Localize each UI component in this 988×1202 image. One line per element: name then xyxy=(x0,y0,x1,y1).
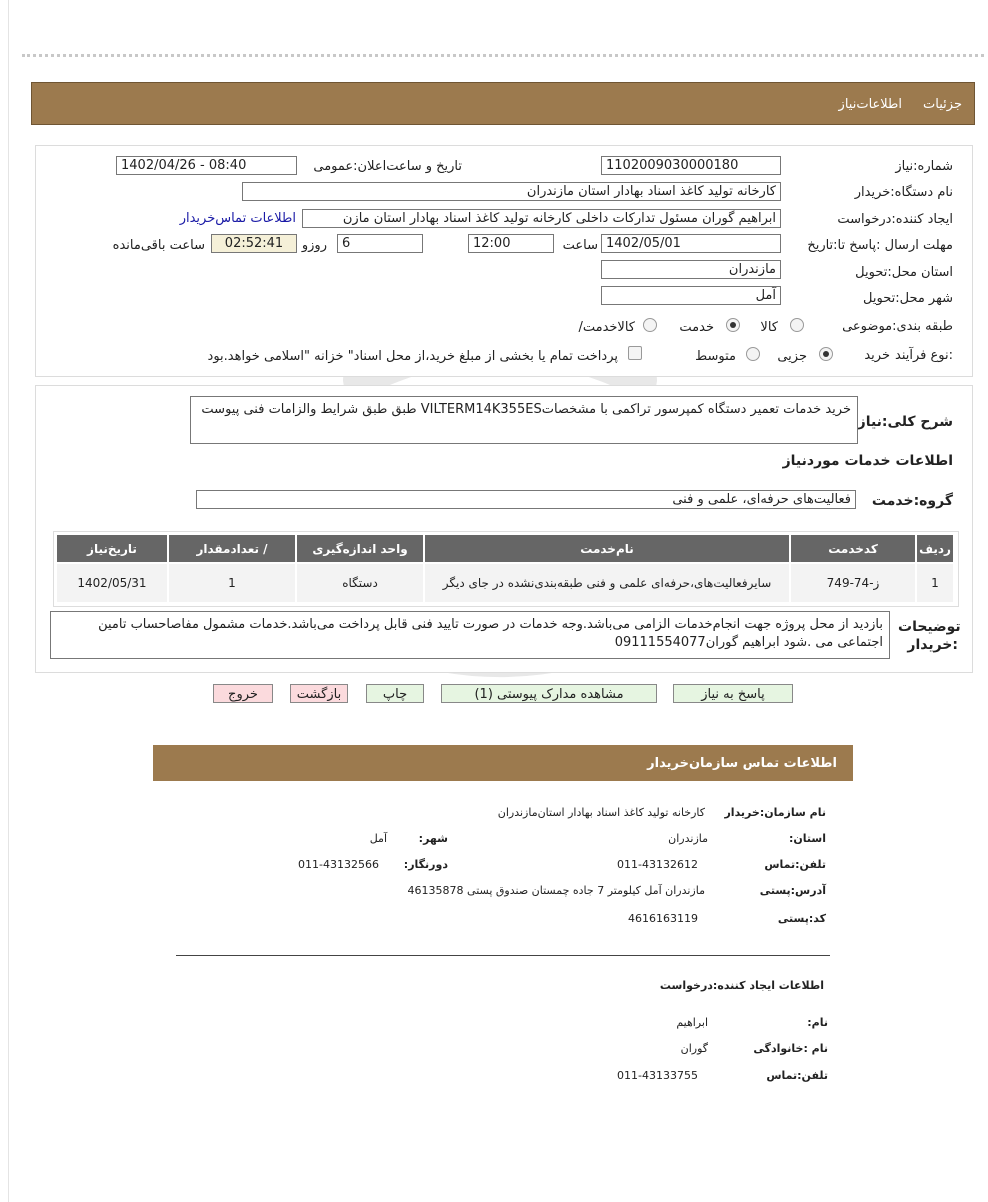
exit-button[interactable]: خروج xyxy=(213,684,273,703)
contact-province-value: مازندران xyxy=(668,832,708,845)
remaining-time-field: 02:52:41 xyxy=(211,234,297,253)
days-field: 6 xyxy=(337,234,423,253)
creator-name-value: ابراهیم xyxy=(676,1016,708,1029)
days-label: روزو xyxy=(301,238,327,253)
province-label: استان محل:تحویل xyxy=(855,265,953,280)
cell-code: ز-74-749 xyxy=(790,563,916,603)
contact-fax-value: 011-43132566 xyxy=(298,858,379,871)
col-unit: واحد اندازه‌گیری xyxy=(296,534,424,563)
creator-phone-value: 011-43133755 xyxy=(617,1069,698,1082)
col-row: ردیف xyxy=(916,534,954,563)
services-table xyxy=(55,533,955,604)
deadline-label: مهلت ارسال :پاسخ تا:تاریخ xyxy=(807,238,953,253)
contact-divider xyxy=(176,955,830,956)
creator-family-value: گوران xyxy=(680,1042,708,1055)
buyer-field: کارخانه تولید کاغذ اسناد بهادار استان مازندران xyxy=(242,182,781,201)
deadline-date-field: 1402/05/01 xyxy=(601,234,781,253)
remaining-label: ساعت باقی‌مانده xyxy=(112,238,205,253)
page-title: اطلاعات‌نیاز xyxy=(838,97,902,112)
table-header-row xyxy=(56,534,954,563)
reply-button[interactable]: پاسخ به نیاز xyxy=(673,684,793,703)
summary-label: شرح کلی:نیاز xyxy=(857,414,953,430)
cell-date: 1402/05/31 xyxy=(56,563,168,603)
buyer-notes-text: بازدید از محل پروژه جهت انجام‌خدمات الزامی می‌باشد.وجه خدمات در صورت تایید فنی قابل پرداخت می‌باشد.خدمات مشمول مفاصاحساب تامین اجتماعی می .شود ابراهیم گوران09111554077 xyxy=(50,611,890,659)
service-group-field: فعالیت‌های حرفه‌ای، علمی و فنی xyxy=(196,490,856,509)
category-goods-label: کالا xyxy=(760,320,778,335)
cell-qty: 1 xyxy=(168,563,296,603)
announce-field: 1402/04/26 - 08:40 xyxy=(116,156,297,175)
postal-code-label: کد:پستی xyxy=(777,912,826,925)
contact-province-label: :استان xyxy=(788,832,826,845)
table-row xyxy=(56,563,954,603)
buyer-label: نام دستگاه:خریدار xyxy=(854,185,953,200)
col-date: تاریخ‌نیاز xyxy=(56,534,168,563)
summary-text: خرید خدمات تعمیر دستگاه کمپرسور تراکمی با مشخصاتVILTERM14K355ES طبق طبق شرایط والزامات فنی پیوست xyxy=(190,396,858,444)
view-attachments-button[interactable]: مشاهده مدارک پیوستی (1) xyxy=(441,684,657,703)
contact-header-bar xyxy=(153,745,853,781)
creator-field: ابراهیم گوران مسئول تدارکات داخلی کارخانه تولید کاغذ اسناد بهادار استان مازن xyxy=(302,209,781,228)
deadline-time-field: 12:00 xyxy=(468,234,554,253)
creator-family-label: نام :خانوادگی xyxy=(753,1042,828,1055)
process-medium-label: متوسط xyxy=(695,349,736,364)
category-radio-service[interactable] xyxy=(726,318,740,332)
top-divider xyxy=(22,54,984,57)
org-label: نام سازمان:خریدار xyxy=(724,806,826,819)
col-code: کدخدمت xyxy=(790,534,916,563)
header-bar xyxy=(31,82,975,125)
address-label: آدرس:پستی xyxy=(759,884,826,897)
category-both-label: /کالاخدمت xyxy=(578,320,635,335)
cell-name: سایر‌فعالیت‌های،حرفه‌ای علمی و فنی طبقه‌بندی‌نشده در جای دیگر xyxy=(424,563,790,603)
contact-fax-label: :دورنگار xyxy=(403,858,448,871)
page-left-border xyxy=(8,0,9,1202)
process-radio-medium[interactable] xyxy=(746,347,760,361)
creator-section-title: اطلاعات ایجاد کننده:درخواست xyxy=(659,979,824,992)
creator-name-label: :نام xyxy=(807,1016,828,1029)
contact-title: اطلاعات تماس سازمان‌خریدار xyxy=(647,756,837,771)
process-radio-minor[interactable] xyxy=(819,347,833,361)
category-service-label: خدمت xyxy=(679,320,714,335)
address-value: مازندران آمل کیلومتر 7 جاده چمستان صندوق پستی 46135878 xyxy=(407,884,705,897)
cell-row: 1 xyxy=(916,563,954,603)
province-field: مازندران xyxy=(601,260,781,279)
need-info-panel xyxy=(35,145,973,377)
announce-label: تاریخ و ساعت‌اعلان:عمومی xyxy=(313,159,462,174)
contact-phone-value: 011-43132612 xyxy=(617,858,698,871)
process-label: نوع فرآیند: xyxy=(895,348,953,363)
buyer-notes-label: توضیحات :خریدار xyxy=(898,619,961,653)
category-label: طبقه بندی:موضوعی xyxy=(842,319,953,334)
cell-unit: دستگاه xyxy=(296,563,424,603)
category-radio-goods[interactable] xyxy=(790,318,804,332)
services-heading: اطلاعات خدمات موردنیاز xyxy=(782,453,953,469)
print-button[interactable]: چاپ xyxy=(366,684,424,703)
city-label: شهر محل:تحویل xyxy=(863,291,953,306)
details-link[interactable]: جزئیات xyxy=(923,97,962,112)
contact-city-label: :شهر xyxy=(418,832,448,845)
creator-label: ایجاد کننده:درخواست xyxy=(837,212,953,227)
contact-city-value: آمل xyxy=(369,832,387,845)
treasury-note: پرداخت تمام یا بخشی از مبلغ خرید،از محل اسناد" خزانه "اسلامی خواهد.بود xyxy=(207,349,618,364)
need-number-field: 1102009030000180 xyxy=(601,156,781,175)
back-button[interactable]: بازگشت xyxy=(290,684,348,703)
service-group-label: گروه:خدمت xyxy=(871,493,953,509)
treasury-checkbox[interactable] xyxy=(628,346,642,360)
org-value: کارخانه تولید کاغذ اسناد بهادار استان‌مازندران xyxy=(497,806,705,819)
city-field: آمل xyxy=(601,286,781,305)
category-radio-both[interactable] xyxy=(643,318,657,332)
contact-phone-label: تلفن:تماس xyxy=(764,858,826,871)
col-qty: / تعدادمقدار xyxy=(168,534,296,563)
need-number-label: شماره:نیاز xyxy=(895,159,953,174)
buyer-contact-link[interactable]: اطلاعات تماس‌خریدار xyxy=(179,211,296,226)
postal-code-value: 4616163119 xyxy=(628,912,698,925)
col-name: نام‌خدمت xyxy=(424,534,790,563)
creator-phone-label: تلفن:تماس xyxy=(766,1069,828,1082)
process-type: خرید xyxy=(864,348,890,363)
process-minor-label: جزیی xyxy=(777,349,807,364)
deadline-time-label: ساعت xyxy=(562,238,598,253)
